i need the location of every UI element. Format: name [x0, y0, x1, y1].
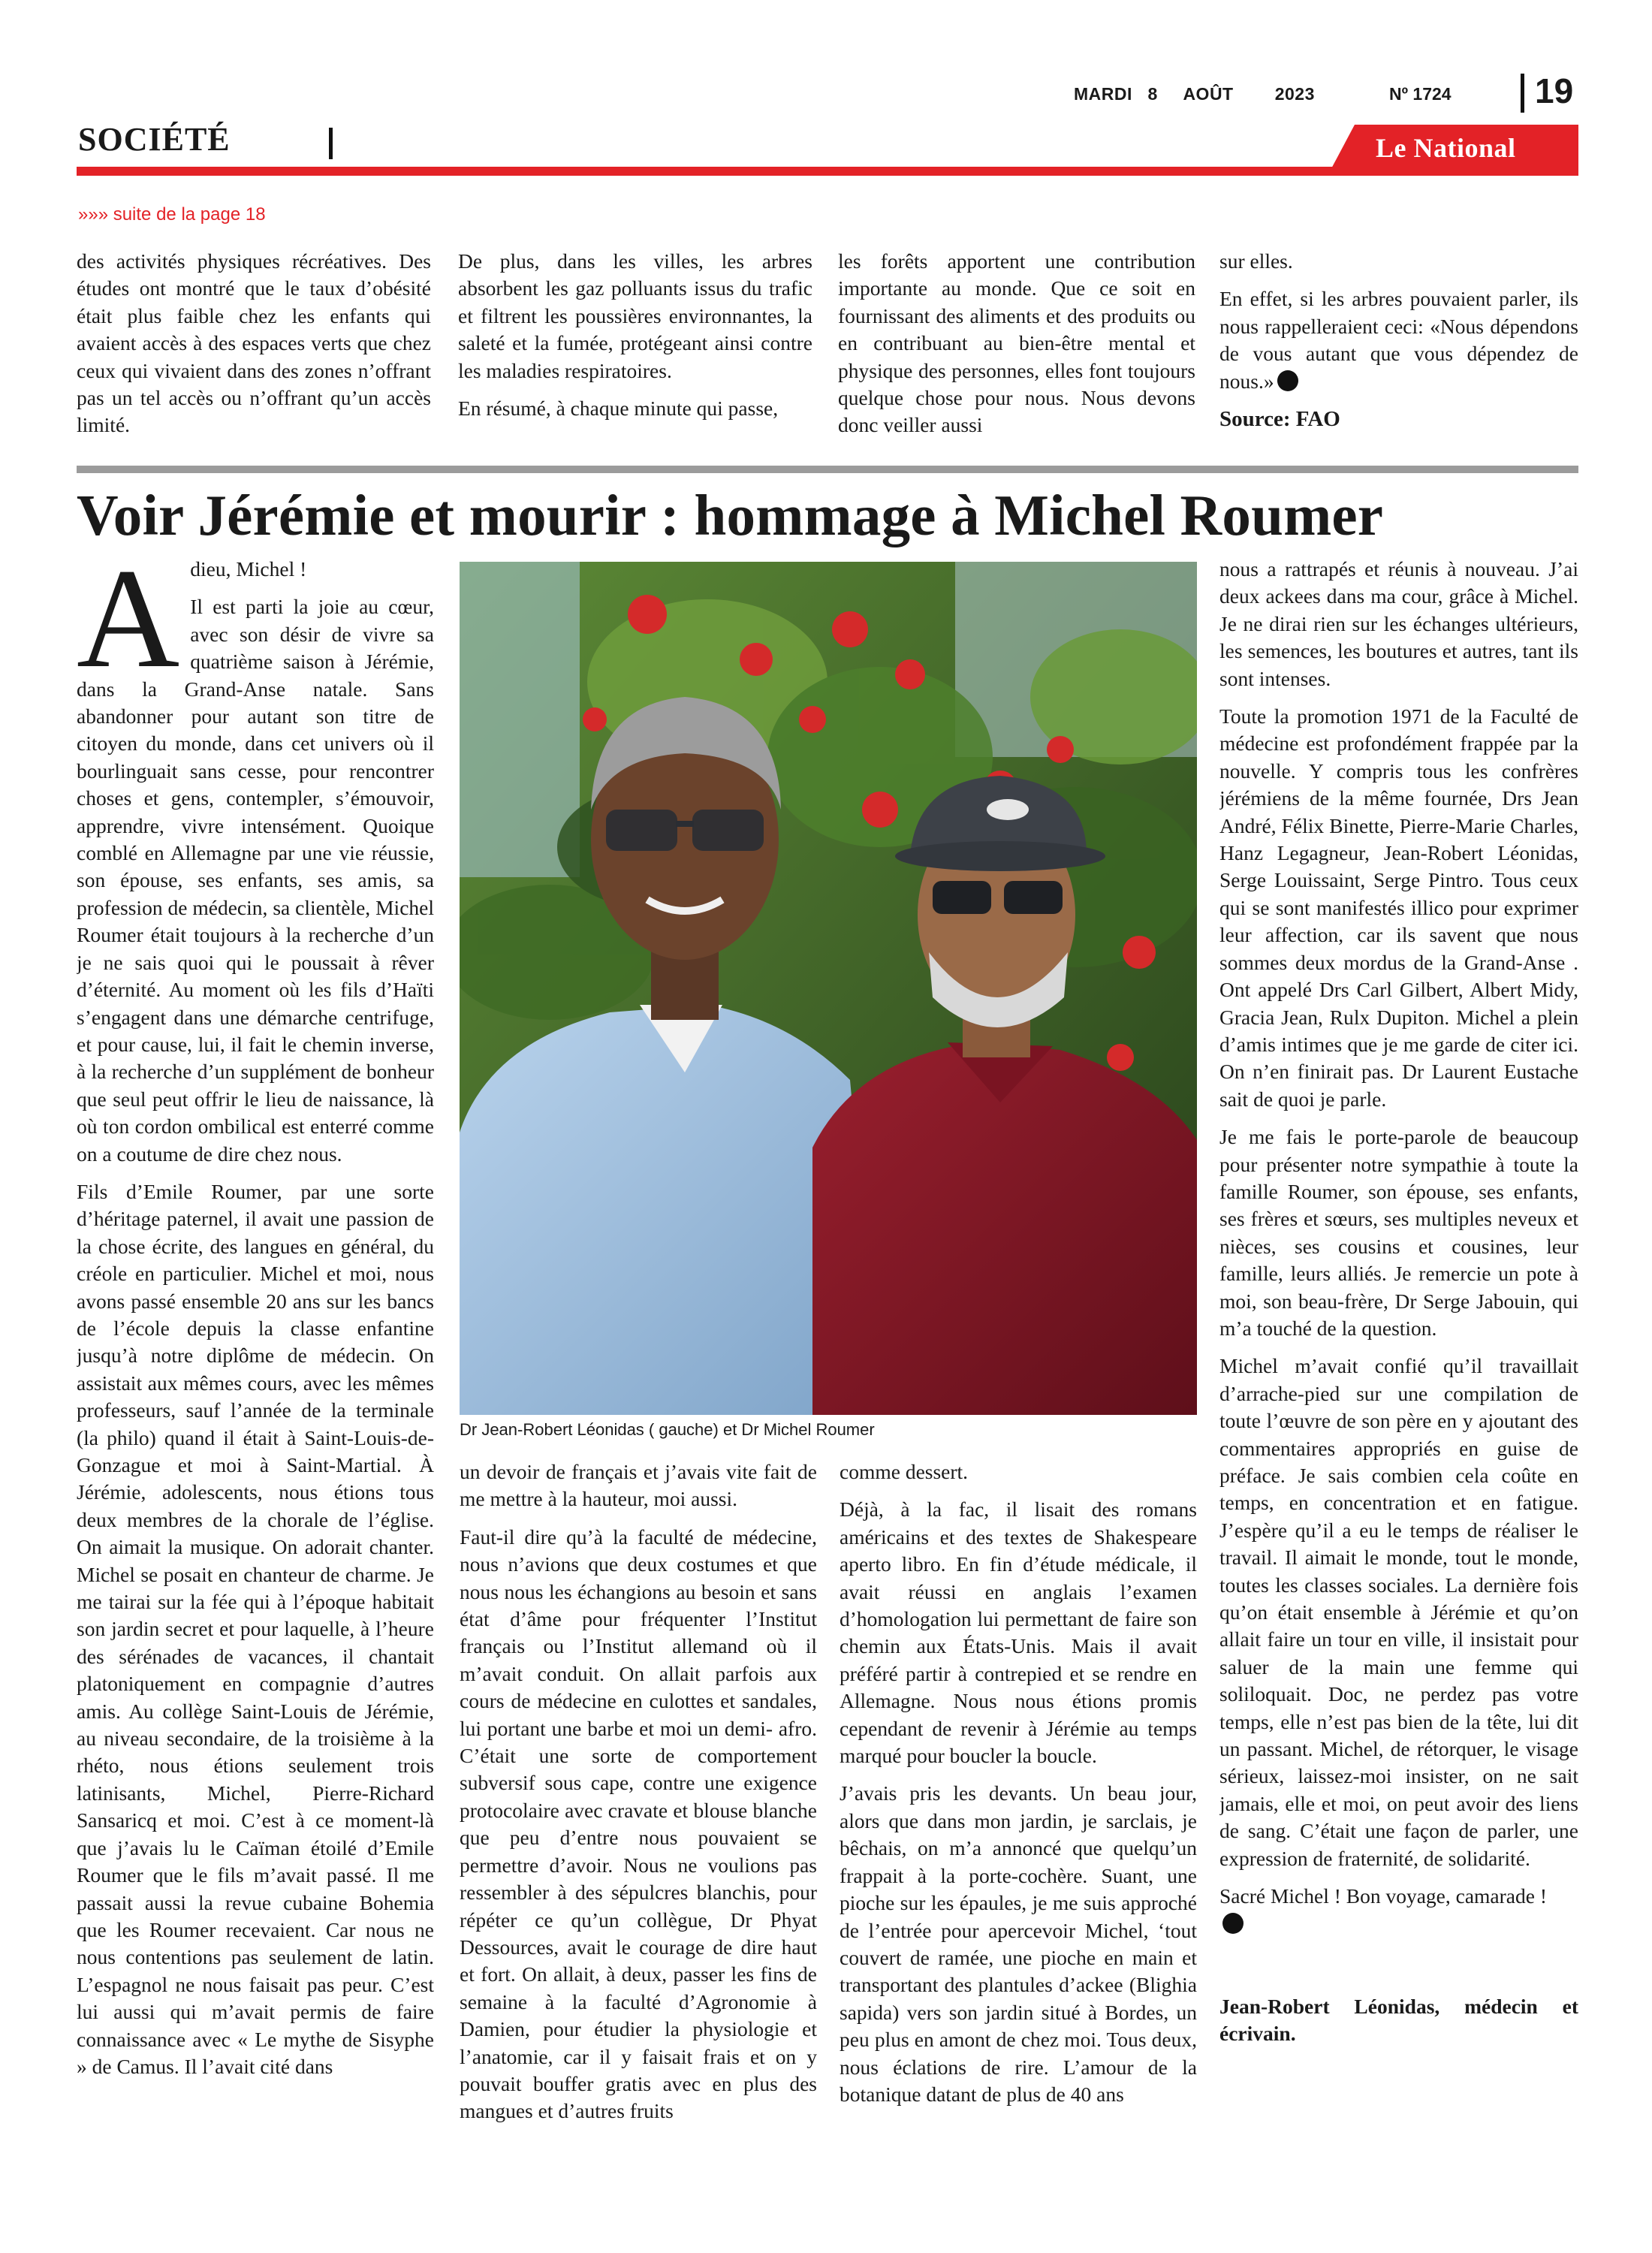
issue-number: Nº 1724 [1389, 84, 1452, 104]
paragraph: Toute la promotion 1971 de la Faculté de médecine est profondément frappée par la nouvelle. Y compris tous les confrères jérémiens de la même fournée, Drs Jean André, Félix Binette, Pierre-Marie Charles, Hanz Legagneur, Jean-Robert Léonidas, Serge Louissaint, Serge Pintro. Tous ceux qui se sont manifestés illico pour exprimer leur affection, car ils savent que nous sommes deux mordus de la Grand-Anse . Ont appelé Drs Carl Gilbert, Albert Midy, Gracia Jean, Rulx Dupiton. Michel a plein d’amis intimes que je me garde de citer ici. On n’en finirait pas. Dr Laurent Eustache sait de quoi je parle. [1219, 704, 1578, 1111]
paragraph-text: dieu, Michel ! [190, 557, 307, 581]
article-divider [77, 466, 1578, 473]
paragraph-text: En effet, si les arbres pouvaient parler, ils nous rappelleraient ceci: «Nous dépendons de vous autant que vous dépendez de nous.» [1219, 287, 1578, 393]
paragraph [1219, 285, 1578, 395]
previous-article-column-3 [838, 248, 1195, 443]
previous-article-column-1 [77, 248, 431, 443]
previous-article-column-4 [1219, 248, 1578, 451]
article-column-1 [77, 556, 434, 2170]
paragraph: comme dessert. [840, 1460, 969, 1483]
section-title: SOCIÉTÉ [78, 121, 231, 158]
paragraph: Je me fais le porte-parole de beaucoup pour présenter notre sympathie à toute la famille Roumer, son épouse, ses enfants, ses frères et sœurs, ses multiples neveux et nièces, ses cousins et cousines, leur famille, leurs alliés. Je remercie un pote à moi, son beau-frère, Dr Serge Jabouin, qui m’a touché de la question. [1219, 1125, 1578, 1340]
continued-from-note: »»» suite de la page 18 [78, 204, 266, 225]
page-number: 19 [1535, 71, 1574, 110]
article-headline: Voir Jérémie et mourir : hommage à Michel Roumer [77, 483, 1384, 547]
article-photo [460, 562, 1197, 1415]
paragraph: En résumé, à chaque minute qui passe, [458, 397, 779, 421]
paragraph: nous a rattrapés et réunis à nouveau. J’ai deux ackees dans ma cour, grâce à Michel. Je ne dirai rien sur les échanges ultérieurs, les semences, les boutures et autres, tant ils sont intenses. [1219, 557, 1578, 690]
drop-cap: A [77, 556, 180, 698]
end-of-article-icon [1277, 370, 1298, 391]
paragraph-text: Sacré Michel ! Bon voyage, camarade ! [1219, 1884, 1547, 1908]
previous-article-column-2 [458, 248, 812, 451]
paragraph: J’avais pris les devants. Un beau jour, alors que dans mon jardin, je sarclais, je bêchais, on m’a annoncé que quelqu’un frappait à la porte-cochère. Suant, une pioche sur les épaules, je me suis approché de l’entrée pour apercevoir Michel, ‘tout couvert de ramée, une pioche en main et transportant des plantules d’ackee (Blighia sapida) vers son jardin situé à Bordes, un peu plus en amont de chez moi. Tous deux, nous éclations de rire. L’amour de la botanique datant de plus de 40 ans [840, 1781, 1197, 2106]
header-divider [1521, 74, 1524, 113]
paragraph: De plus, dans les villes, les arbres absorbent les gaz polluants issus du trafic et filtrent les poussières environnantes, la saleté et la fumée, protégeant ainsi contre les maladies respiratoires. [458, 249, 812, 382]
article-source: Source: FAO [1219, 407, 1340, 432]
paragraph: Déjà, à la fac, il lisait des romans américains et des textes de Shakespeare aperto libro. En fin d’étude médicale, il avait réussi en anglais l’examen d’homologation lui permettant de faire son chemin aux États-Unis. Mais il avait préféré partir à contrepied et se rendre en Allemagne. Nous nous étions promis cependant de revenir à Jérémie au temps marqué pour boucler la boucle. [840, 1497, 1197, 1768]
article-column-2 [460, 1458, 817, 2172]
paragraph: sur elles. [1219, 249, 1293, 273]
paragraph: un devoir de français et j’avais vite fait de me mettre à la hauteur, moi aussi. [460, 1460, 817, 1511]
paragraph: Michel m’avait confié qu’il travaillait d’arrache-pied sur une compilation de toute l’œuvre de son père en y ajoutant des commentaires appropriés en guise de préface. Je sais combien cela coûte en temps, en concentration et en fatigue. J’espère qu’il a eu le temps de réaliser le travail. Il aimait le monde, tout le monde, toutes les classes sociales. La dernière fois qu’on était ensemble à Jérémie et qu’on allait faire un tour en ville, il insistait pour saluer de la main une femme qui soliloquait. Doc, ne perdez pas votre temps, elle n’est pas bien de la tête, lui dit un passant. Michel, de rétorquer, le visage sérieux, laissez-moi insister, on ne sait jamais, elle et moi, on peut avoir des liens de sang. C’était une façon de parler, une expression de fraternité, de solidarité. [1219, 1354, 1578, 1870]
paragraph: les forêts apportent une contribution importante au monde. Que ce soit en fournissant des aliments et des produits ou en contribuant au bien-être mental et physique des personnes, elles font toujours quelque chose pour nous. Nous devons donc veiller aussi [838, 249, 1195, 437]
paragraph: des activités physiques récréatives. Des études ont montré que le taux d’obésité était plus faible chez les enfants qui avaient accès à des espaces verts que chez ceux qui vivaient dans des zones n’offrant pas un tel accès ou n’offrant qu’un accès limité. [77, 249, 431, 437]
section-divider [329, 128, 333, 159]
brand-name: Le National [1376, 133, 1516, 163]
paragraph: Faut-il dire qu’à la faculté de médecine, nous n’avions que deux costumes et que nous nous les échangions au besoin et sans état d’âme pour fréquenter l’Institut français ou l’Institut allemand où il m’avait conduit. On allait parfois aux cours de médecine en culottes et sandales, lui portant une barbe et moi un demi- afro. C’était une sorte de comportement subversif sous cape, contre une exigence protocolaire avec cravate et blouse blanche que peu d’entre nous pouvaient se permettre d’avoir. Nous ne voulions pas ressembler à des sépulcres blanchis, pour répéter ce qu’un collègue, Dr Phyat Dessources, avait le courage de dire haut et fort. On allait, à deux, passer les fins de semaine à la faculté d’Agronomie à Damien, pour étudier la physiologie et l’anatomie, car il y faisait frais et on y pouvait bouffer gratis avec en plus des mangues et d’autres fruits [460, 1525, 817, 2123]
article-column-4 [1219, 556, 1578, 2170]
photo-caption: Dr Jean-Robert Léonidas ( gauche) et Dr Michel Roumer [460, 1420, 875, 1439]
article-column-3 [840, 1458, 1197, 2172]
author-signature: Jean-Robert Léonidas, médecin et écrivain. [1219, 1994, 1578, 2046]
issue-date: MARDI 8 AOÛT 2023 [1074, 84, 1315, 104]
paragraph: Fils d’Emile Roumer, par une sorte d’héritage paternel, il avait une passion de la chose écrite, des langues en général, du créole en particulier. Michel et moi, nous avons passé ensemble 20 ans sur les bancs de l’école depuis la classe enfantine jusqu’à notre diplôme de médecin. On assistait aux mêmes cours, avec les mêmes professeurs, sauf l’année de la terminale (la philo) quand il était à Saint-Louis-de-Gonzague et moi à Saint-Martial. À Jérémie, adolescents, nous étions tous deux membres de la chorale de l’église. On aimait la musique. On adorait chanter. Michel se posait en chanteur de charme. Je me tairai sur la fée qui à l’époque habitait son jardin secret et pour laquelle, à l’heure des sérénades de vacances, il chantait platoniquement en compagnie d’autres amis. Au collège Saint-Louis de Jérémie, au niveau secondaire, de la troisième à la rhéto, nous étions seulement trois latinisants, Michel, Pierre-Richard Sansaricq et moi. C’est à ce moment-là que j’avais lu le Caïman étoilé d’Emile Roumer que le fils m’avait passé. Il me passait aussi la revue cubaine Bohemia que les Roumer recevaient. Car nous ne nous contentions pas seulement de latin. L’espagnol ne nous faisait pas peur. C’est lui aussi qui m’avait permis de faire connaissance avec « Le mythe de Sisyphe » de Camus. Il l’avait cité dans [77, 1179, 434, 2078]
end-of-article-icon [1222, 1913, 1244, 1934]
portrait-illustration [460, 562, 1197, 1415]
paragraph [77, 556, 434, 698]
paragraph [1219, 1883, 1578, 1938]
paragraph: Il est parti la joie au cœur, avec son désir de vivre sa quatrième saison à Jérémie, dans la Grand-Anse natale. Sans abandonner pour autant son titre de citoyen du monde, dans cet univers où il bourlinguait sans cesse, pour rencontrer choses et gens, contempler, s’émouvoir, apprendre, vivre intensément. Quoique comblé en Allemagne par une vie réussie, son épouse, ses enfants, ses amis, sa profession de médecin, sa clientèle, Michel Roumer était toujours à la recherche d’un je ne sais quoi qui le poussait à rêver d’éternité. Au moment où les fils d’Haïti s’engagent dans une démarche centrifuge, et pour cause, lui, il fait le chemin inverse, à la recherche d’un supplément de bonheur que seul peut offrir le lieu de naissance, là où ton cordon ombilical est enterré comme on a coutume de dire chez nous. [77, 595, 434, 1166]
